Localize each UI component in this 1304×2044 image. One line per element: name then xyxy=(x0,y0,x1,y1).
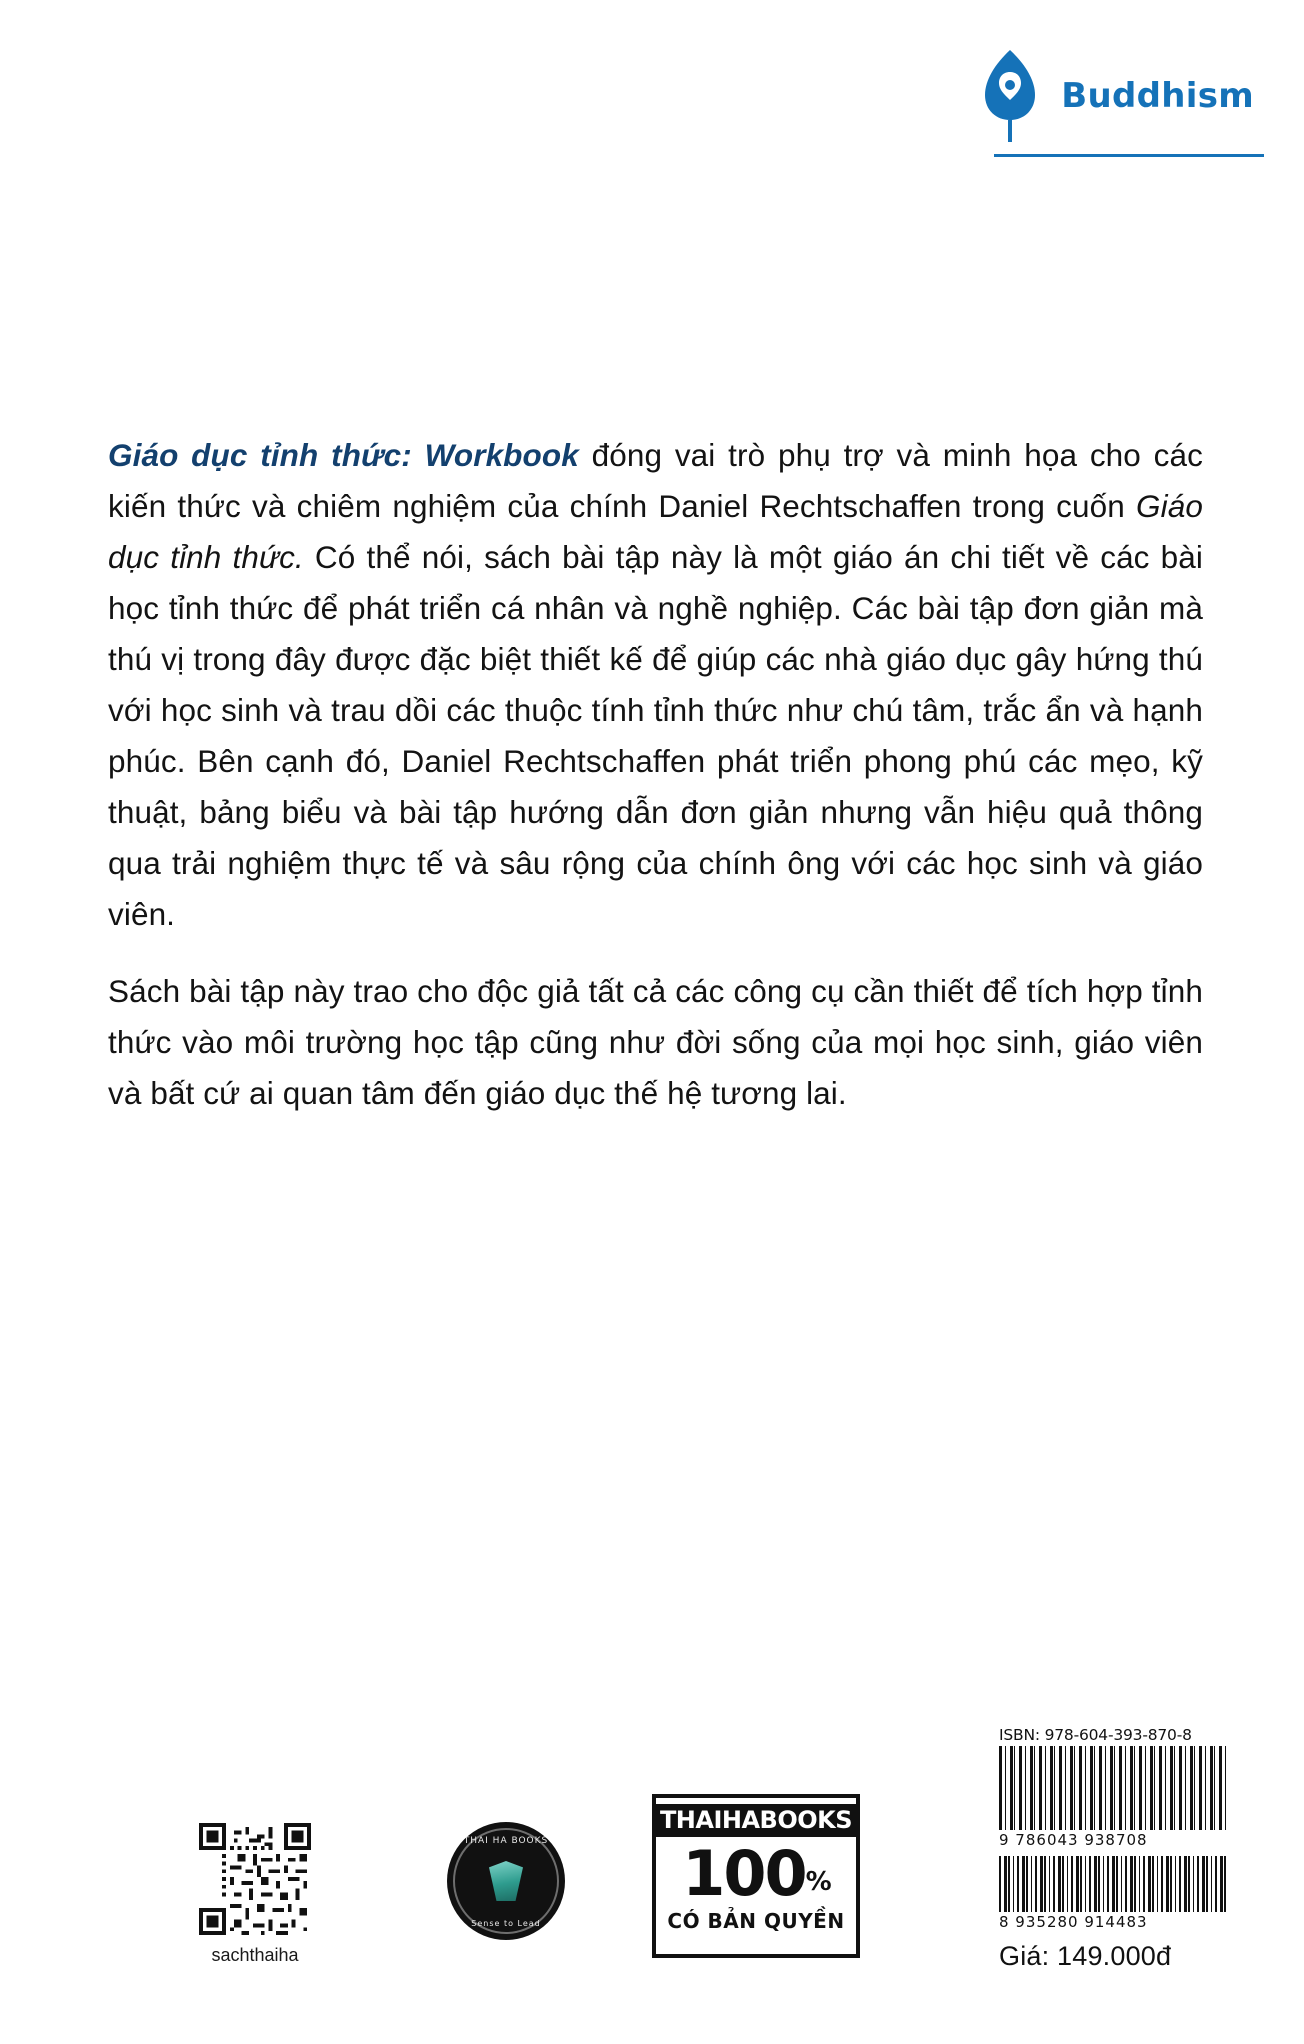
barcode-digits-top: 9 786043 938708 xyxy=(999,1831,1148,1849)
category-label: Buddhism xyxy=(1061,76,1254,116)
bodhi-leaf-icon xyxy=(981,48,1039,144)
blurb-paragraph-1 xyxy=(108,430,1203,940)
blurb-part-1: đóng vai trò phụ trợ và minh họa cho các kiến thức và chiêm nghiệm của chính Daniel Rechtschaffen trong cuốn xyxy=(108,437,1203,525)
blurb-paragraph-2: Sách bài tập này trao cho độc giả tất cả các công cụ cần thiết để tích hợp tỉnh thức vào môi trường học tập cũng như đời sống của mọi học sinh, giáo viên và bất cứ ai quan tâm đến giáo dục thế hệ tương lai. xyxy=(108,973,1203,1112)
stamp-copyright-text: CÓ BẢN QUYỀN xyxy=(667,1909,845,1933)
seal-top-text: THAI HA BOOKS xyxy=(463,1836,549,1846)
category-row xyxy=(981,48,1264,144)
book-title-inline: Giáo dục tỉnh thức: Workbook xyxy=(108,437,579,473)
barcode-icon-secondary xyxy=(999,1856,1229,1912)
category-badge xyxy=(974,48,1264,157)
barcode-digits-bottom: 8 935280 914483 xyxy=(999,1913,1148,1931)
stamp-percent-sign: % xyxy=(805,1867,830,1897)
qr-block xyxy=(185,1823,325,1966)
category-underline xyxy=(994,154,1264,157)
publisher-seal-icon xyxy=(447,1822,565,1940)
qr-code-icon[interactable] xyxy=(199,1823,311,1935)
price-label: Giá: 149.000đ xyxy=(999,1941,1172,1971)
stamp-number: 100 xyxy=(682,1837,806,1910)
stamp-publisher-name: THAIHABOOKS xyxy=(656,1804,856,1837)
barcode-block xyxy=(999,1726,1249,1972)
footer-bar xyxy=(0,1726,1304,2002)
qr-label: sachthaiha xyxy=(211,1945,299,1965)
seal-bottom-text: Sense to Lead xyxy=(471,1919,541,1928)
back-cover-blurb xyxy=(108,430,1203,1119)
isbn-text: ISBN: 978-604-393-870-8 xyxy=(999,1726,1192,1744)
copyright-stamp xyxy=(652,1794,860,1958)
barcode-icon xyxy=(999,1746,1229,1830)
stamp-number-row xyxy=(682,1837,830,1910)
blurb-part-2: Có thể nói, sách bài tập này là một giáo án chi tiết về các bài học tỉnh thức để phát triển cá nhân và nghề nghiệp. Các bài tập đơn giản mà thú vị trong đây được đặc biệt thiết kế để giúp các nhà giáo dục gây hứng thú với học sinh và trau dồi các thuộc tính tỉnh thức như chú tâm, trắc ẩn và hạnh phúc. Bên cạnh đó, Daniel Rechtschaffen phát triển phong phú các mẹo, kỹ thuật, bảng biểu và bài tập hướng dẫn đơn giản nhưng vẫn hiệu quả thông qua trải nghiệm thực tế và sâu rộng của chính ông với các học sinh và giáo viên. xyxy=(108,539,1204,933)
book-title-inline-2: Giáo dục tỉnh thức. xyxy=(108,488,1203,576)
